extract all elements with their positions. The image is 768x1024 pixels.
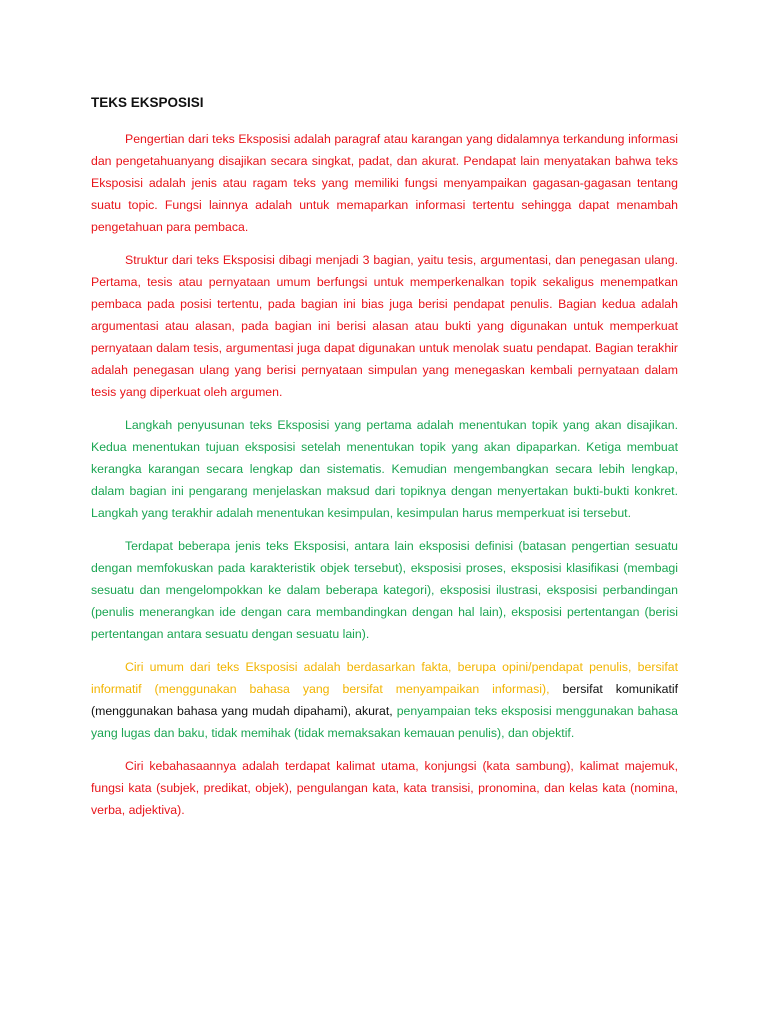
ciri-umum-segment-black: bersifat komunikatif (menggunakan bahasa yang mudah dipahami), akurat, [91, 682, 679, 718]
paragraph-ciri-kebahasaan: Ciri kebahasaannya adalah terdapat kalimat utama, konjungsi (kata sambung), kalimat majemuk, fungsi kata (subjek, predikat, objek), pengulangan kata, kata transisi, pronomina, dan kelas kata (nomina, verba, adjektiva). [91, 759, 678, 817]
paragraph-pengertian: Pengertian dari teks Eksposisi adalah paragraf atau karangan yang didalamnya terkandung informasi dan pengetahuanyang disajikan secara singkat, padat, dan akurat. Pendapat lain menyatakan bahwa teks Eksposisi adalah jenis atau ragam teks yang memiliki fungsi menyampaikan gagasan-gagasan tentang suatu topic. Fungsi lainnya adalah untuk memaparkan informasi tertentu sehingga dapat menambah pengetahuan para pembaca. [91, 132, 678, 234]
paragraph-ciri-umum [91, 656, 678, 744]
document-page [91, 92, 678, 832]
ciri-umum-segment-green: penyampaian teks eksposisi menggunakan bahasa yang lugas dan baku, tidak memihak (tidak memaksakan kemauan penulis), dan objektif. [91, 704, 679, 740]
document-title: TEKS EKSPOSISI [91, 95, 204, 110]
paragraph-langkah: Langkah penyusunan teks Eksposisi yang pertama adalah menentukan topik yang akan disajikan. Kedua menentukan tujuan eksposisi setelah menentukan topik yang akan dipaparkan. Ketiga membuat kerangka karangan secara lengkap dan sistematis. Kemudian mengembangkan secara lebih lengkap, dalam bagian ini pengarang menjelaskan maksud dari topiknya dengan menyertakan bukti-bukti konkret. Langkah yang terakhir adalah menentukan kesimpulan, kesimpulan harus memperkuat isi tersebut. [91, 418, 678, 520]
paragraph-struktur: Struktur dari teks Eksposisi dibagi menjadi 3 bagian, yaitu tesis, argumentasi, dan penegasan ulang. Pertama, tesis atau pernyataan umum berfungsi untuk memperkenalkan topik sekaligus menempatkan pembaca pada posisi tertentu, pada bagian ini bias juga berisi pendapat penulis. Bagian kedua adalah argumentasi atau alasan, pada bagian ini berisi alasan atau bukti yang digunakan untuk memperkuat pernyataan dalam tesis, argumentasi juga dapat digunakan untuk menolak suatu pendapat. Bagian terakhir adalah penegasan ulang yang berisi pernyataan simpulan yang menegaskan kembali pernyataan dalam tesis yang diperkuat oleh argumen. [91, 253, 678, 399]
paragraph-jenis: Terdapat beberapa jenis teks Eksposisi, antara lain eksposisi definisi (batasan pengertian sesuatu dengan memfokuskan pada karakteristik objek tersebut), eksposisi proses, eksposisi klasifikasi (membagi sesuatu dan mengelompokkan ke dalam beberapa kategori), eksposisi ilustrasi, eksposisi perbandingan (penulis menerangkan ide dengan cara membandingkan dengan hal lain), eksposisi pertentangan (berisi pertentangan antara sesuatu dengan sesuatu lain). [91, 539, 678, 641]
ciri-umum-segment-yellow: Ciri umum dari teks Eksposisi adalah berdasarkan fakta, berupa opini/pendapat penulis, bersifat informatif (menggunakan bahasa yang bersifat menyampaikan informasi), [91, 660, 678, 696]
